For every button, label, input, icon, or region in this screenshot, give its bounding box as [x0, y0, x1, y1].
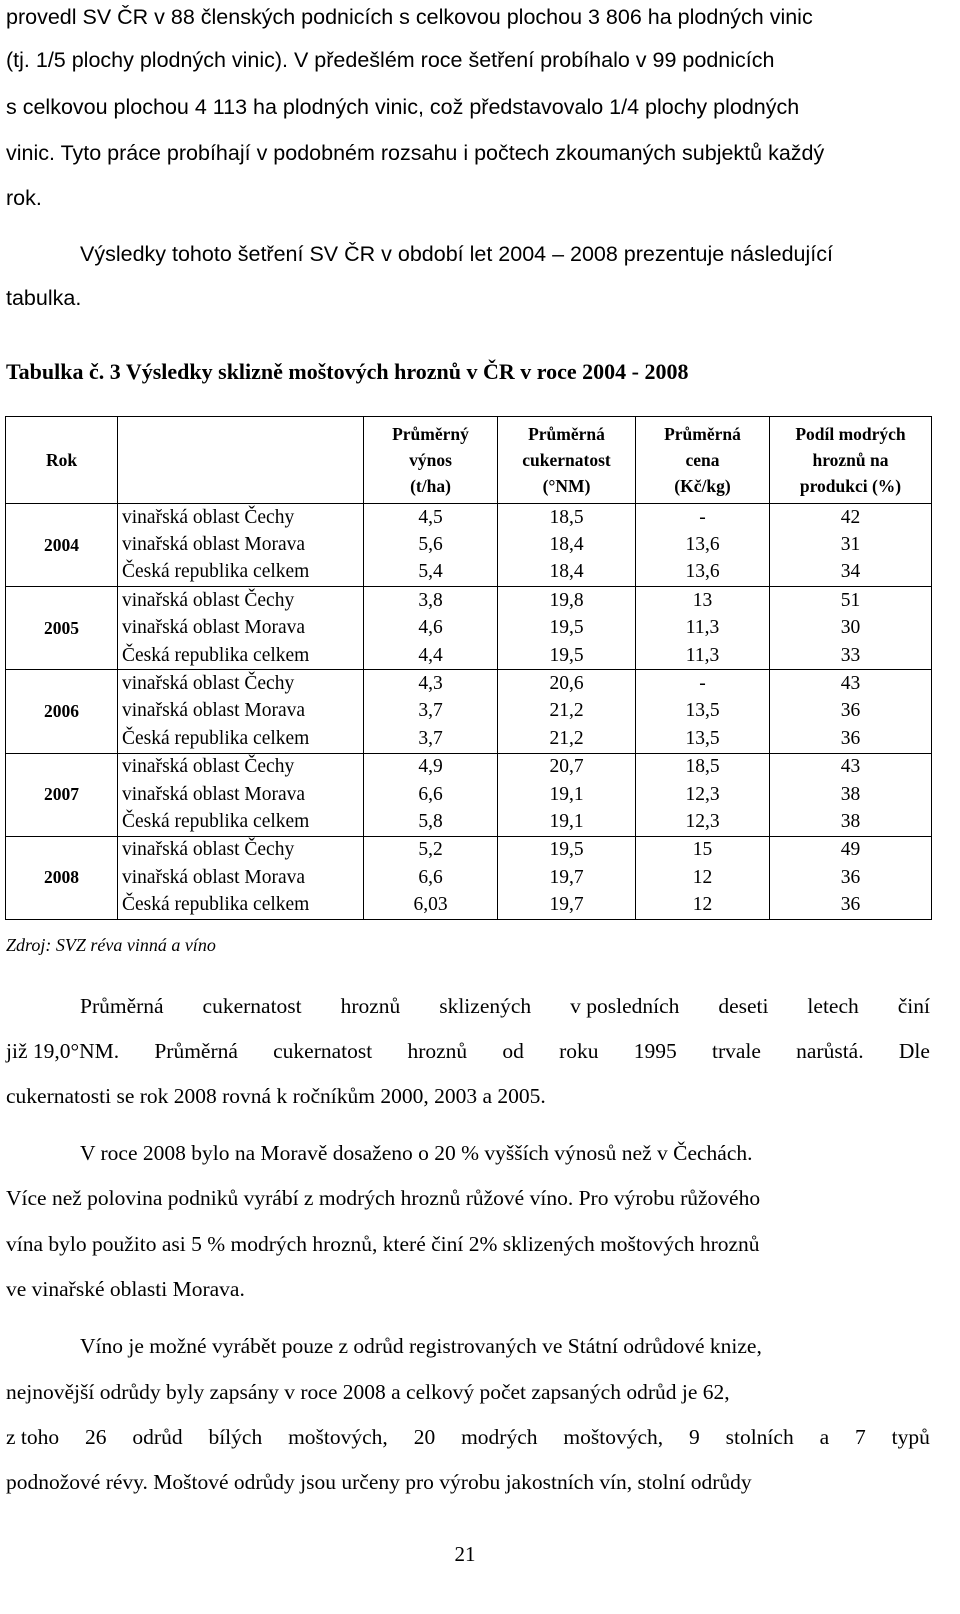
- word: roku: [559, 1039, 599, 1063]
- intro-line-4: vinic. Tyto práce probíhají v podobném rozsahu i počtech zkoumaných subjektů každý: [6, 141, 825, 165]
- yield-cell: 3,8: [364, 587, 498, 615]
- page-number: 21: [454, 1542, 476, 1566]
- yield-cell: 5,2: [364, 836, 498, 864]
- red-share-cell: 36: [770, 891, 932, 919]
- sugar-cell: 19,5: [498, 642, 636, 670]
- sugar-cell: 20,6: [498, 670, 636, 698]
- word: a: [819, 1425, 830, 1449]
- intro-line-5: rok.: [6, 186, 42, 210]
- header-cukernatost-line: Průměrná: [528, 424, 605, 444]
- area-cell: vinařská oblast Čechy: [118, 587, 364, 615]
- header-podil-line: hroznů na: [812, 450, 889, 470]
- yield-cell: 5,6: [364, 531, 498, 558]
- word: stolních: [725, 1425, 794, 1449]
- price-cell: 13: [636, 587, 770, 615]
- sugar-cell: 19,1: [498, 781, 636, 808]
- area-cell: Česká republika celkem: [118, 642, 364, 670]
- word: cukernatost: [202, 994, 302, 1018]
- table-row: [6, 587, 932, 615]
- sugar-cell: 19,5: [498, 836, 636, 864]
- header-podil: [770, 417, 932, 504]
- word: narůstá.: [796, 1039, 864, 1063]
- red-share-cell: 33: [770, 642, 932, 670]
- area-cell: Česká republika celkem: [118, 891, 364, 919]
- price-cell: 18,5: [636, 753, 770, 781]
- table-row: [6, 808, 932, 836]
- table-row: [6, 615, 932, 642]
- word: deseti: [718, 994, 769, 1018]
- area-cell: vinařská oblast Morava: [118, 698, 364, 725]
- sugar-cell: 20,7: [498, 753, 636, 781]
- sugar-cell: 19,5: [498, 615, 636, 642]
- area-cell: Česká republika celkem: [118, 725, 364, 753]
- header-cena-line: (Kč/kg): [674, 476, 731, 496]
- intro-line-1: provedl SV ČR v 88 členských podnicích s celkovou plochou 3 806 ha plodných vinic: [6, 5, 813, 29]
- header-cukernatost-line: (°NM): [542, 476, 591, 496]
- header-cena: [636, 417, 770, 504]
- area-cell: vinařská oblast Čechy: [118, 504, 364, 532]
- para2-line-1: V roce 2008 bylo na Moravě dosaženo o 20 % vyšších výnosů než v Čechách.: [80, 1141, 753, 1165]
- red-share-cell: 36: [770, 698, 932, 725]
- red-share-cell: 43: [770, 753, 932, 781]
- header-cukernatost-line: cukernatost: [522, 450, 611, 470]
- para3-line-3: [6, 1422, 930, 1452]
- table-row: [6, 559, 932, 587]
- para2-line-2: Více než polovina podniků vyrábí z modrých hroznů růžové víno. Pro výrobu růžového: [6, 1186, 761, 1210]
- price-cell: 13,5: [636, 698, 770, 725]
- sugar-cell: 18,5: [498, 504, 636, 532]
- table-row: [6, 531, 932, 558]
- table-row: [6, 864, 932, 891]
- sugar-cell: 18,4: [498, 559, 636, 587]
- header-vynos-line: Průměrný: [392, 424, 469, 444]
- price-cell: 11,3: [636, 615, 770, 642]
- word: z toho: [6, 1425, 60, 1449]
- word: cukernatost: [273, 1039, 373, 1063]
- header-cena-line: cena: [685, 450, 720, 470]
- sugar-cell: 19,1: [498, 808, 636, 836]
- price-cell: 12,3: [636, 808, 770, 836]
- sugar-cell: 19,7: [498, 891, 636, 919]
- table-source: Zdroj: SVZ réva vinná a víno: [6, 935, 216, 955]
- red-share-cell: 30: [770, 615, 932, 642]
- table-body: [6, 504, 932, 920]
- para3-line-2: nejnovější odrůdy byly zapsány v roce 2008 a celkový počet zapsaných odrůd je 62,: [6, 1380, 730, 1404]
- word: v posledních: [570, 994, 680, 1018]
- header-vynos-line: (t/ha): [410, 476, 451, 496]
- word: Průměrná: [154, 1039, 238, 1063]
- yield-cell: 4,4: [364, 642, 498, 670]
- word: od: [502, 1039, 524, 1063]
- yield-cell: 4,5: [364, 504, 498, 532]
- yield-cell: 6,6: [364, 781, 498, 808]
- yield-cell: 3,7: [364, 698, 498, 725]
- price-cell: 15: [636, 836, 770, 864]
- red-share-cell: 34: [770, 559, 932, 587]
- word: Průměrná: [80, 994, 164, 1018]
- yield-cell: 4,3: [364, 670, 498, 698]
- word: 26: [85, 1425, 107, 1449]
- word: hroznů: [407, 1039, 468, 1063]
- table-row: [6, 642, 932, 670]
- table-row: [6, 670, 932, 698]
- area-cell: vinařská oblast Morava: [118, 864, 364, 891]
- red-share-cell: 51: [770, 587, 932, 615]
- word: odrůd: [132, 1425, 183, 1449]
- lead-line-2: tabulka.: [6, 286, 82, 310]
- word: 9: [688, 1425, 700, 1449]
- yield-cell: 5,8: [364, 808, 498, 836]
- word: sklizených: [439, 994, 532, 1018]
- table-caption: Tabulka č. 3 Výsledky sklizně moštových hroznů v ČR v roce 2004 - 2008: [6, 359, 689, 384]
- header-podil-line: Podíl modrých: [795, 424, 906, 444]
- price-cell: 12,3: [636, 781, 770, 808]
- price-cell: -: [636, 504, 770, 532]
- red-share-cell: 49: [770, 836, 932, 864]
- word: 7: [855, 1425, 866, 1449]
- yield-cell: 3,7: [364, 725, 498, 753]
- sugar-cell: 18,4: [498, 531, 636, 558]
- year-cell: 2004: [6, 504, 118, 587]
- harvest-results-table: [5, 416, 932, 920]
- sugar-cell: 19,8: [498, 587, 636, 615]
- para1-line-2: [6, 1036, 930, 1066]
- price-cell: 13,5: [636, 725, 770, 753]
- sugar-cell: 19,7: [498, 864, 636, 891]
- header-vynos-line: výnos: [409, 450, 452, 470]
- table-row: [6, 725, 932, 753]
- red-share-cell: 36: [770, 864, 932, 891]
- word: moštových,: [288, 1425, 388, 1449]
- price-cell: 12: [636, 891, 770, 919]
- table-row: [6, 698, 932, 725]
- price-cell: 12: [636, 864, 770, 891]
- price-cell: 11,3: [636, 642, 770, 670]
- intro-line-2: (tj. 1/5 plochy plodných vinic). V předešlém roce šetření probíhalo v 99 podnicích: [6, 48, 775, 72]
- header-region: [118, 417, 364, 504]
- red-share-cell: 36: [770, 725, 932, 753]
- year-cell: 2006: [6, 670, 118, 753]
- table-row: [6, 753, 932, 781]
- header-vynos: [364, 417, 498, 504]
- para2-line-4: ve vinařské oblasti Morava.: [6, 1277, 245, 1301]
- table-header-row: [6, 417, 932, 504]
- word: již 19,0°NM.: [6, 1039, 120, 1063]
- sugar-cell: 21,2: [498, 698, 636, 725]
- para1-line-1: [80, 991, 930, 1021]
- yield-cell: 4,9: [364, 753, 498, 781]
- word: bílých: [208, 1425, 263, 1449]
- intro-line-3: s celkovou plochou 4 113 ha plodných vinic, což představovalo 1/4 plochy plodných: [6, 95, 800, 119]
- red-share-cell: 43: [770, 670, 932, 698]
- word: 20: [413, 1425, 436, 1449]
- area-cell: vinařská oblast Morava: [118, 781, 364, 808]
- area-cell: Česká republika celkem: [118, 808, 364, 836]
- word: typů: [891, 1425, 930, 1449]
- price-cell: -: [636, 670, 770, 698]
- table-row: [6, 836, 932, 864]
- area-cell: vinařská oblast Čechy: [118, 670, 364, 698]
- word: modrých: [461, 1425, 538, 1449]
- red-share-cell: 38: [770, 808, 932, 836]
- price-cell: 13,6: [636, 531, 770, 558]
- table-row: [6, 781, 932, 808]
- area-cell: vinařská oblast Morava: [118, 615, 364, 642]
- para1-line-3: cukernatosti se rok 2008 rovná k ročníkům 2000, 2003 a 2005.: [6, 1084, 546, 1108]
- para3-line-4: podnožové révy. Moštové odrůdy jsou určeny pro výrobu jakostních vín, stolní odrůdy: [6, 1470, 752, 1494]
- yield-cell: 6,6: [364, 864, 498, 891]
- header-cena-line: Průměrná: [664, 424, 741, 444]
- red-share-cell: 31: [770, 531, 932, 558]
- table-row: [6, 504, 932, 532]
- header-rok: Rok: [6, 417, 118, 504]
- sugar-cell: 21,2: [498, 725, 636, 753]
- word: letech: [807, 994, 859, 1018]
- year-cell: 2007: [6, 753, 118, 836]
- header-podil-line: produkci (%): [799, 476, 902, 496]
- para2-line-3: vína bylo použito asi 5 % modrých hroznů, které činí 2% sklizených moštových hroznů: [6, 1232, 760, 1256]
- yield-cell: 5,4: [364, 559, 498, 587]
- word: moštových,: [563, 1425, 664, 1449]
- word: hroznů: [340, 994, 401, 1018]
- price-cell: 13,6: [636, 559, 770, 587]
- area-cell: vinařská oblast Morava: [118, 531, 364, 558]
- para3-line-1: Víno je možné vyrábět pouze z odrůd registrovaných ve Státní odrůdové knize,: [80, 1334, 762, 1358]
- red-share-cell: 38: [770, 781, 932, 808]
- area-cell: vinařská oblast Čechy: [118, 836, 364, 864]
- year-cell: 2008: [6, 836, 118, 919]
- area-cell: vinařská oblast Čechy: [118, 753, 364, 781]
- yield-cell: 6,03: [364, 891, 498, 919]
- yield-cell: 4,6: [364, 615, 498, 642]
- word: 1995: [633, 1039, 677, 1063]
- word: činí: [897, 994, 930, 1018]
- table-row: [6, 891, 932, 919]
- red-share-cell: 42: [770, 504, 932, 532]
- year-cell: 2005: [6, 587, 118, 670]
- header-cukernatost: [498, 417, 636, 504]
- word: Dle: [898, 1039, 930, 1063]
- word: trvale: [711, 1039, 761, 1063]
- area-cell: Česká republika celkem: [118, 559, 364, 587]
- lead-line-1: Výsledky tohoto šetření SV ČR v období let 2004 – 2008 prezentuje následující: [80, 242, 833, 266]
